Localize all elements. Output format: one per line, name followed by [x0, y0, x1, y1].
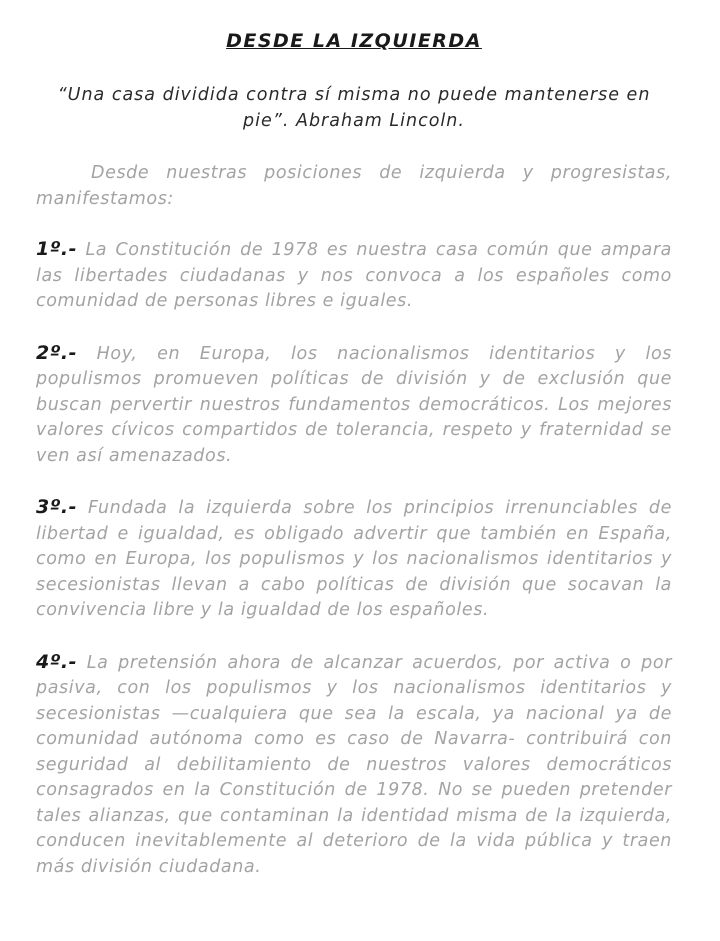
point-3	[36, 495, 672, 624]
point-number: 4º.-	[36, 650, 78, 673]
lincoln-quote: “Una casa dividida contra sí misma no puede mantenerse en pie”. Abraham Lincoln.	[57, 85, 651, 131]
point-4	[36, 650, 672, 881]
document-title: DESDE LA IZQUIERDA	[226, 30, 482, 52]
point-text: Hoy, en Europa, los nacionalismos identitarios y los populismos promueven políticas de división y de exclusión que buscan pervertir nuestros fundamentos democráticos. Los mejores valores cívicos compartidos de tolerancia, respeto y fraternidad se ven así amenazados.	[36, 343, 672, 466]
point-number: 2º.-	[36, 341, 78, 364]
intro-paragraph: Desde nuestras posiciones de izquierda y progresistas, manifestamos:	[36, 163, 672, 209]
point-2	[36, 341, 672, 470]
document-page	[36, 28, 672, 906]
point-text: Fundada la izquierda sobre los principios irrenunciables de libertad e igualdad, es obligado advertir que también en España, como en Europa, los populismos y los nacionalismos identitarios y secesionistas llevan a cabo políticas de división que socavan la convivencia libre y la igualdad de los españoles.	[36, 498, 672, 620]
point-number: 3º.-	[36, 496, 78, 518]
point-number: 1º.-	[36, 238, 78, 260]
point-1	[36, 237, 672, 315]
point-text: La Constitución de 1978 es nuestra casa común que ampara las libertades ciudadanas y nos convoca a los españoles como comunidad de personas libres e iguales.	[36, 240, 672, 311]
point-text: La pretensión ahora de alcanzar acuerdos, por activa o por pasiva, con los populismos y los nacionalismos identitarios y secesionistas —cualquiera que sea la escala, ya nacional ya de comunidad autónoma como es caso de Navarra- contribuirá con seguridad al debilitamiento de nuestros valores democráticos consagrados en la Constitución de 1978. No se pueden pretender tales alianzas, que contaminan la identidad misma de la izquierda, conducen inevitablemente al deterioro de la vida pública y traen más división ciudadana.	[36, 652, 672, 877]
